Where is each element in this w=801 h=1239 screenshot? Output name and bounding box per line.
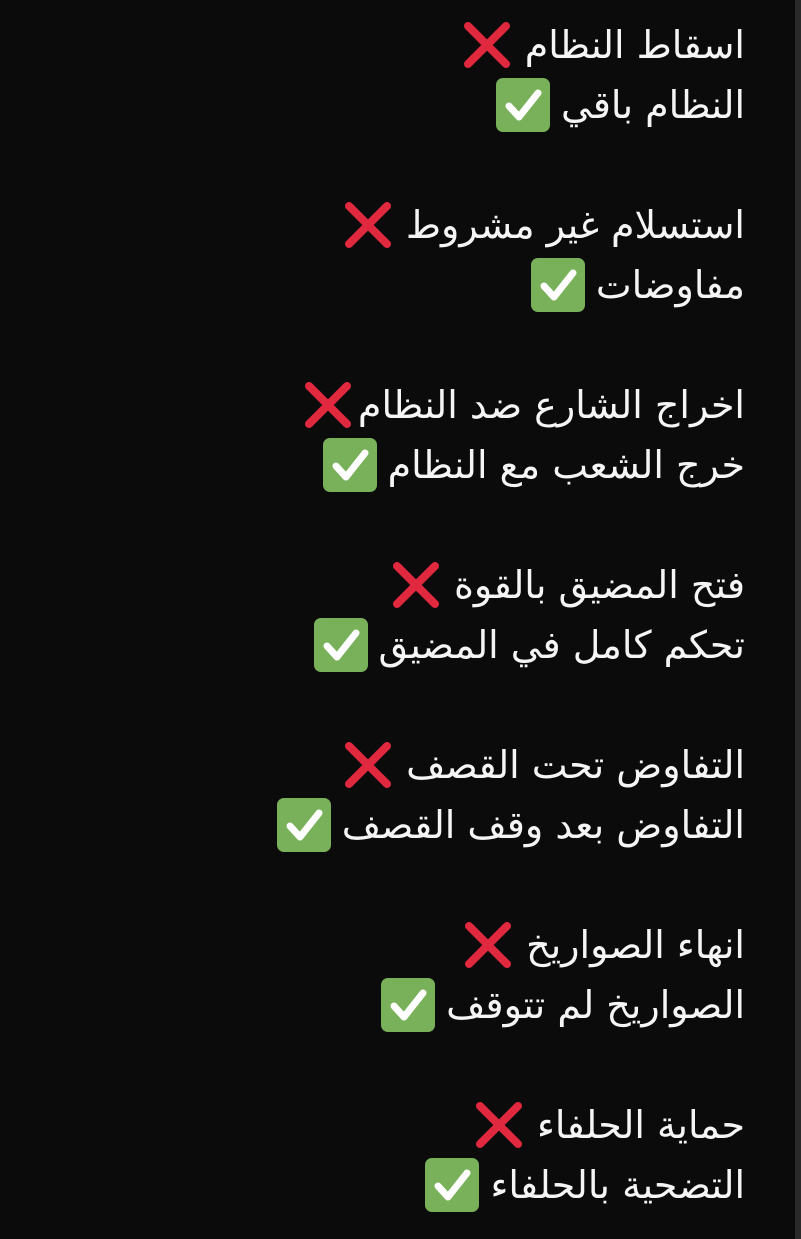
check-mark-button-icon bbox=[424, 1157, 480, 1213]
check-mark-button-icon bbox=[530, 257, 586, 313]
claim-line bbox=[388, 555, 745, 615]
reality-text: التفاوض بعد وقف القصف bbox=[341, 803, 745, 847]
claim-text: التفاوض تحت القصف bbox=[406, 743, 745, 787]
reality-text: الصواريخ لم تتوقف bbox=[446, 983, 745, 1027]
reality-text: تحكم كامل في المضيق bbox=[378, 623, 745, 667]
claim-text: فتح المضيق بالقوة bbox=[453, 563, 745, 607]
cross-mark-icon bbox=[460, 917, 516, 973]
claim-line bbox=[340, 735, 745, 795]
check-mark-button-icon bbox=[380, 977, 436, 1033]
reality-line bbox=[276, 795, 745, 855]
cross-mark-icon bbox=[340, 197, 396, 253]
reality-line bbox=[313, 615, 745, 675]
check-mark-button-icon bbox=[322, 437, 378, 493]
reality-text: مفاوضات bbox=[595, 263, 745, 307]
cross-mark-icon bbox=[459, 17, 515, 73]
scroll-edge bbox=[795, 0, 801, 1239]
claim-text: حماية الحلفاء bbox=[537, 1103, 745, 1147]
claim-text: انهاء الصواريخ bbox=[526, 923, 745, 967]
check-mark-button-icon bbox=[276, 797, 332, 853]
reality-text: النظام باقي bbox=[561, 83, 745, 127]
reality-line bbox=[495, 75, 745, 135]
claim-line bbox=[459, 15, 745, 75]
reality-line bbox=[530, 255, 745, 315]
cross-mark-icon bbox=[388, 557, 444, 613]
claim-line bbox=[460, 915, 745, 975]
reality-line bbox=[322, 435, 745, 495]
check-mark-button-icon bbox=[313, 617, 369, 673]
claim-text: اخراج الشارع ضد النظام bbox=[357, 383, 745, 427]
cross-mark-icon bbox=[471, 1097, 527, 1153]
claim-line bbox=[300, 375, 745, 435]
reality-line bbox=[380, 975, 745, 1035]
cross-mark-icon bbox=[300, 377, 356, 433]
claim-line bbox=[340, 195, 745, 255]
reality-line bbox=[424, 1155, 745, 1215]
cross-mark-icon bbox=[340, 737, 396, 793]
check-mark-button-icon bbox=[495, 77, 551, 133]
claim-text: استسلام غير مشروط bbox=[405, 203, 745, 247]
reality-text: خرج الشعب مع النظام bbox=[387, 443, 745, 487]
claim-text: اسقاط النظام bbox=[524, 23, 745, 67]
claim-line bbox=[471, 1095, 745, 1155]
reality-text: التضحية بالحلفاء bbox=[490, 1163, 745, 1207]
